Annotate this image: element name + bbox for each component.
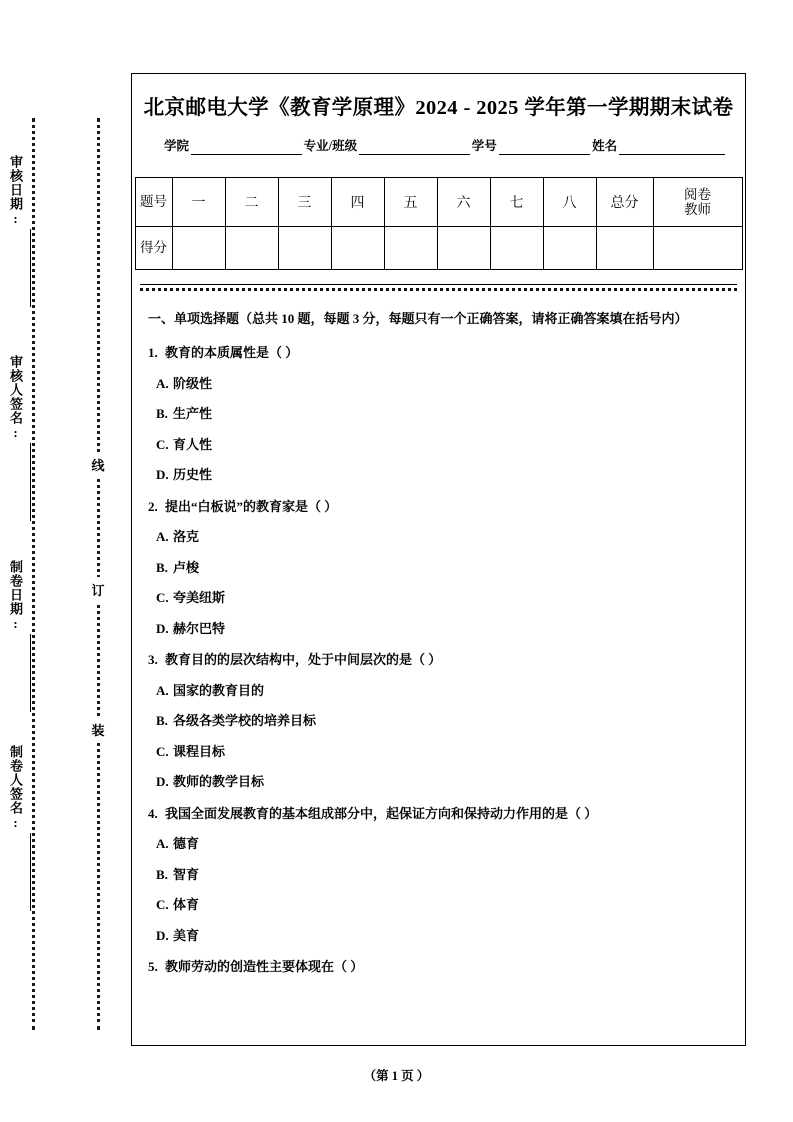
question-4-option-C[interactable] [148, 895, 731, 915]
option-letter: A. [156, 375, 169, 391]
field-blank-name[interactable] [619, 140, 725, 155]
question-stem-5 [148, 957, 731, 977]
question-number-4: 4. [148, 805, 158, 821]
question-number-3: 3. [148, 652, 158, 668]
score-col-header-1: 二 [225, 178, 278, 227]
option-letter: C. [156, 743, 169, 759]
margin-label-0: 审核日期: [8, 155, 23, 227]
field-label-college: 学院 [164, 139, 190, 153]
question-stem-1 [148, 343, 731, 363]
score-cell-6[interactable] [490, 227, 543, 270]
score-table-row-label-score-text: 得分 [140, 240, 167, 256]
option-letter: C. [156, 897, 169, 913]
question-text-4: 我国全面发展教育的基本组成部分中，起保证方向和保持动力作用的是（ ） [165, 805, 598, 821]
score-col-header-5: 六 [437, 178, 490, 227]
question-text-2: 提出“白板说”的教育家是（ ） [165, 498, 338, 514]
question-stem-3 [148, 650, 731, 670]
question-2-option-C[interactable] [148, 588, 731, 608]
seal-dotted-line-outer [32, 118, 35, 1030]
question-2-option-B[interactable] [148, 558, 731, 578]
margin-signature-area [20, 150, 70, 1060]
option-letter: A. [156, 836, 169, 852]
score-table-row-label-number-text: 题号 [140, 194, 167, 210]
question-1-option-D[interactable] [148, 465, 731, 485]
option-text: 德育 [173, 836, 200, 852]
score-cell-7[interactable] [543, 227, 596, 270]
score-col-header-6: 七 [490, 178, 543, 227]
seal-char-2: 装 [86, 717, 110, 742]
question-3-option-C[interactable] [148, 742, 731, 762]
score-table-row-label-score [135, 227, 172, 270]
option-text: 夸美纽斯 [173, 590, 226, 606]
margin-label-rule-3 [30, 833, 31, 911]
score-cell-0[interactable] [172, 227, 225, 270]
margin-label-1: 审核人签名: [8, 355, 23, 441]
score-table-score-row [135, 227, 742, 270]
field-label-major-class: 专业/班级 [303, 139, 358, 153]
option-letter: A. [156, 529, 169, 545]
score-cell-1[interactable] [225, 227, 278, 270]
score-cell-3[interactable] [331, 227, 384, 270]
section-heading: 一、单项选择题（总共 10 题，每题 3 分，每题只有一个正确答案，请将正确答案填在括号内） [148, 311, 688, 326]
option-text: 历史性 [173, 467, 213, 483]
option-letter: C. [156, 590, 169, 606]
question-3-option-A[interactable] [148, 681, 731, 701]
question-text-1: 教育的本质属性是（ ） [165, 345, 299, 361]
option-text: 体育 [173, 897, 200, 913]
question-text-3: 教育目的的层次结构中，处于中间层次的是（ ） [165, 652, 442, 668]
option-letter: C. [156, 436, 169, 452]
option-text: 各级各类学校的培养目标 [173, 713, 317, 729]
field-label-name: 姓名 [592, 139, 618, 153]
field-label-student-id: 学号 [471, 139, 497, 153]
score-col-header-2: 三 [278, 178, 331, 227]
margin-label-3: 制卷人签名: [8, 745, 23, 831]
student-info-line [164, 136, 727, 155]
teacher-label-line2: 教师 [684, 202, 711, 217]
page-title: 北京邮电大学《教育学原理》2024 - 2025 学年第一学期期末试卷 [143, 97, 734, 119]
question-stem-2 [148, 497, 731, 517]
exam-paper-frame [131, 73, 746, 1046]
question-3-option-D[interactable] [148, 772, 731, 792]
question-4-option-A[interactable] [148, 834, 731, 854]
option-letter: B. [156, 713, 168, 729]
option-letter: B. [156, 866, 168, 882]
option-letter: B. [156, 406, 168, 422]
question-2-option-D[interactable] [148, 619, 731, 639]
option-text: 洛克 [173, 529, 200, 545]
question-3-option-B[interactable] [148, 711, 731, 731]
option-text: 教师的教学目标 [173, 774, 265, 790]
option-text: 课程目标 [173, 743, 226, 759]
option-letter: B. [156, 559, 168, 575]
question-4-option-D[interactable] [148, 926, 731, 946]
score-col-header-0: 一 [172, 178, 225, 227]
option-letter: D. [156, 467, 169, 483]
score-col-header-3: 四 [331, 178, 384, 227]
question-1-option-A[interactable] [148, 374, 731, 394]
option-text: 赫尔巴特 [173, 620, 226, 636]
score-cell-teacher[interactable] [653, 227, 742, 270]
teacher-label-line1: 阅卷 [684, 186, 711, 202]
field-blank-college[interactable] [191, 140, 302, 155]
option-text: 美育 [173, 927, 200, 943]
score-table-header-row [135, 178, 742, 227]
field-blank-student-id[interactable] [499, 140, 590, 155]
seal-char-0: 线 [86, 452, 110, 477]
margin-label-rule-2 [30, 634, 31, 712]
question-4-option-B[interactable] [148, 865, 731, 885]
separator-solid [140, 284, 737, 285]
question-1-option-C[interactable] [148, 435, 731, 455]
option-text: 卢梭 [173, 559, 200, 575]
score-col-header-teacher [653, 178, 742, 227]
question-1-option-B[interactable] [148, 404, 731, 424]
score-col-header-4: 五 [384, 178, 437, 227]
question-number-1: 1. [148, 345, 158, 361]
score-table-row-label-number [135, 178, 172, 227]
option-letter: D. [156, 927, 169, 943]
option-text: 智育 [173, 866, 200, 882]
score-cell-total[interactable] [596, 227, 653, 270]
option-text: 国家的教育目的 [173, 682, 265, 698]
score-cell-2[interactable] [278, 227, 331, 270]
margin-label-rule-1 [30, 443, 31, 521]
option-text: 生产性 [173, 406, 213, 422]
option-letter: D. [156, 774, 169, 790]
option-text: 育人性 [173, 436, 213, 452]
option-letter: A. [156, 682, 169, 698]
question-number-2: 2. [148, 498, 158, 514]
questions-list [148, 343, 731, 977]
score-cell-4[interactable] [384, 227, 437, 270]
option-text: 阶级性 [173, 375, 213, 391]
score-table [135, 177, 743, 270]
score-col-header-total: 总分 [596, 178, 653, 227]
question-number-5: 5. [148, 959, 158, 975]
score-cell-5[interactable] [437, 227, 490, 270]
question-stem-4 [148, 804, 731, 824]
question-text-5: 教师劳动的创造性主要体现在（ ） [165, 959, 364, 975]
question-2-option-A[interactable] [148, 527, 731, 547]
separator-dotted [140, 288, 737, 291]
page-footer: （第 1 页 ） [363, 1069, 430, 1083]
score-col-header-7: 八 [543, 178, 596, 227]
seal-dotted-line-inner [97, 118, 100, 1030]
seal-char-1: 订 [86, 577, 110, 602]
margin-label-rule-0 [30, 229, 31, 307]
field-blank-major-class[interactable] [359, 140, 470, 155]
question-body [148, 307, 731, 977]
option-letter: D. [156, 620, 169, 636]
margin-label-2: 制卷日期: [8, 560, 23, 632]
